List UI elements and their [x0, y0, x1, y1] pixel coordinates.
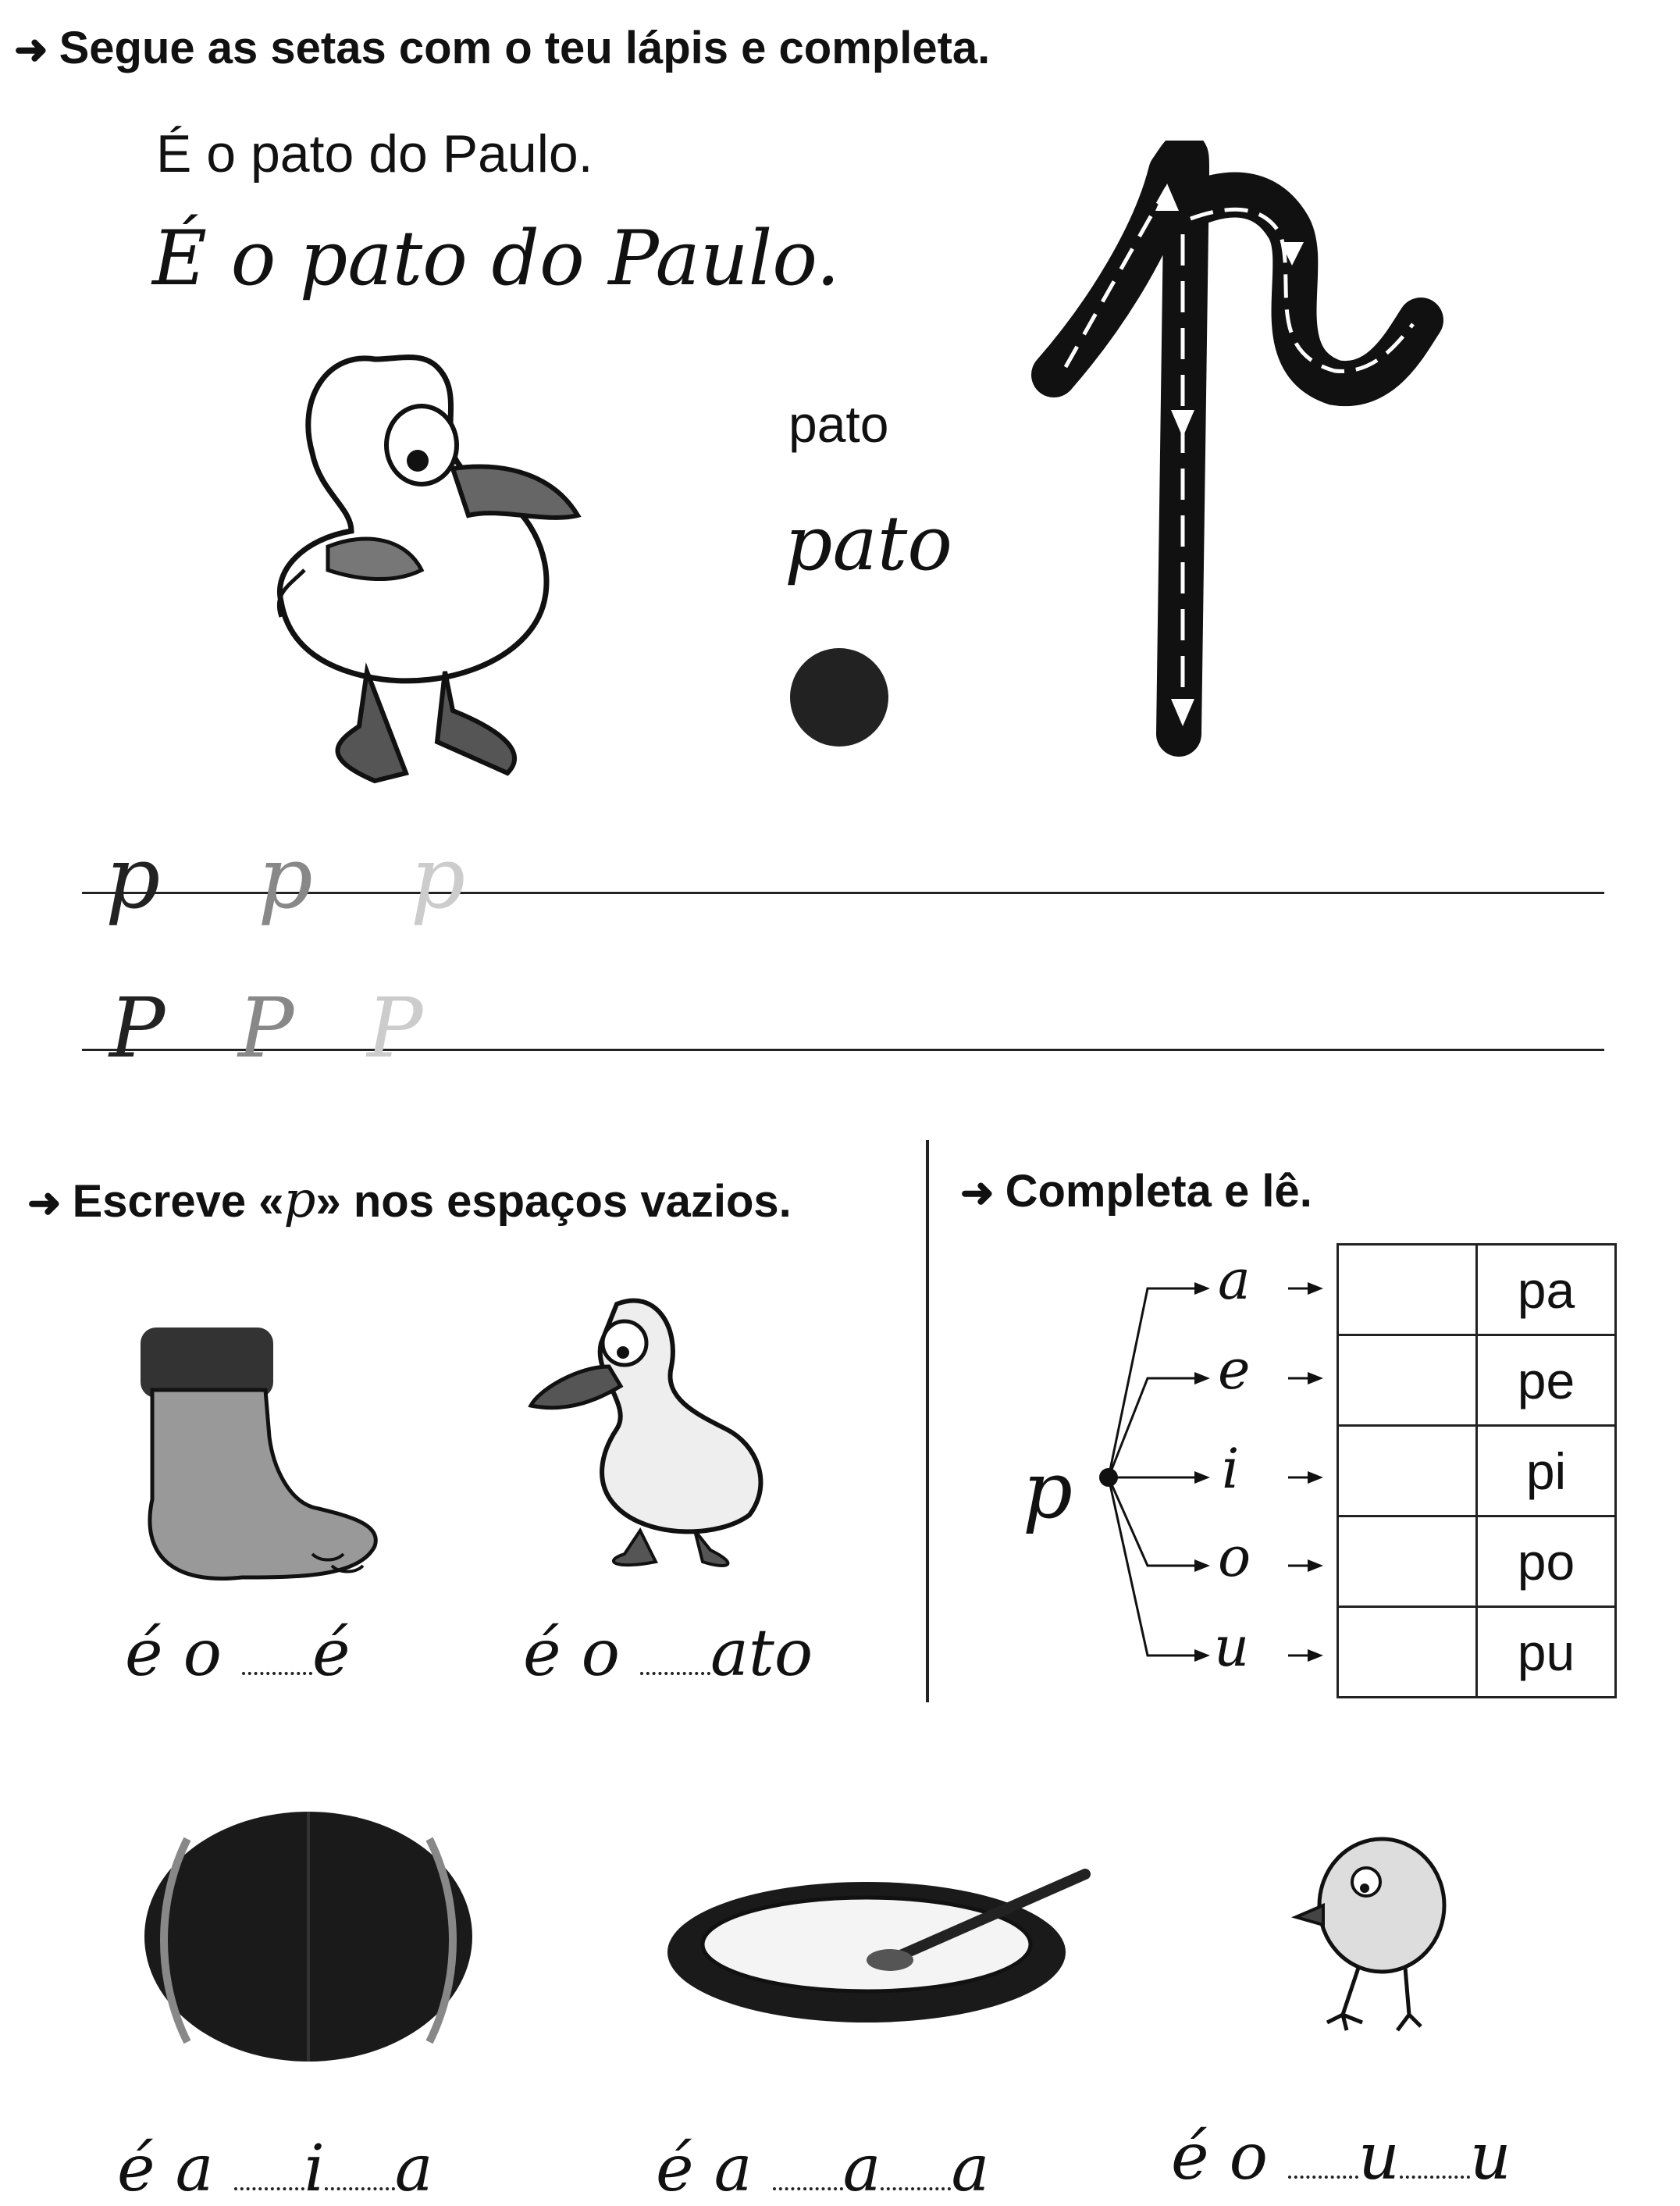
blank-space[interactable] [640, 1633, 710, 1675]
duckling-phrase: é o ato [523, 1616, 813, 1691]
blank-space[interactable] [1400, 2137, 1470, 2179]
bowl-phrase: é a a a [656, 2132, 990, 2206]
dot-marker [790, 648, 888, 747]
vowel-o: o [1218, 1525, 1251, 1589]
answer-cell[interactable] [1338, 1516, 1477, 1607]
word-pato-print: pato [788, 395, 889, 453]
table-row [1338, 1426, 1616, 1516]
bowl-illustration [656, 1866, 1101, 2046]
sentence-cursive: É o pato do Paulo. [152, 215, 840, 302]
table-row [1338, 1335, 1616, 1426]
blank-space[interactable] [242, 1633, 312, 1675]
blank-space[interactable] [881, 2148, 951, 2190]
syllable-cell: pe [1477, 1335, 1616, 1426]
table-row [1338, 1516, 1616, 1607]
trace-upper-p: P P P [109, 980, 423, 1076]
syllable-cell: pi [1477, 1426, 1616, 1516]
table-row [1338, 1607, 1616, 1698]
chick-illustration [1288, 1827, 1468, 2054]
syllable-table [1337, 1243, 1617, 1698]
instruction-complete-read: ➜ Completa e lê. [960, 1166, 1312, 1217]
answer-cell[interactable] [1338, 1607, 1477, 1698]
answer-cell[interactable] [1338, 1335, 1477, 1426]
blank-space[interactable] [1288, 2137, 1358, 2179]
foot-phrase: é o é [125, 1616, 351, 1691]
arrow-right-icon: ➜ [14, 27, 48, 73]
syllable-cell: pa [1477, 1245, 1616, 1335]
barrel-illustration [141, 1808, 476, 2065]
blank-space[interactable] [234, 2148, 304, 2190]
vowel-i: i [1222, 1437, 1240, 1501]
answer-cell[interactable] [1338, 1245, 1477, 1335]
barrel-phrase: é a i a [117, 2132, 433, 2206]
duckling-illustration [523, 1281, 804, 1577]
instruction-write-p: ➜ Escreve «p» nos espaços vazios. [27, 1171, 792, 1229]
answer-cell[interactable] [1338, 1426, 1477, 1516]
duck-illustration [258, 336, 695, 820]
branch-arrows [1093, 1273, 1327, 1663]
word-pato-cursive: pato [785, 500, 953, 587]
blank-space[interactable] [773, 2148, 843, 2190]
chick-phrase: é o u u [1171, 2120, 1511, 2194]
arrow-right-icon: ➜ [960, 1171, 995, 1216]
arrow-right-icon: ➜ [27, 1181, 62, 1226]
root-letter: p [1023, 1445, 1073, 1536]
big-letter-p-tracing [1030, 141, 1468, 765]
foot-illustration [125, 1320, 390, 1609]
syllable-cell: po [1477, 1516, 1616, 1607]
sentence-print: É o pato do Paulo. [156, 124, 593, 184]
vowel-u: u [1214, 1615, 1250, 1679]
table-row [1338, 1245, 1616, 1335]
syllable-cell: pu [1477, 1607, 1616, 1698]
instruction-follow-arrows: ➜ Segue as setas com o teu lápis e completa. [14, 23, 991, 73]
vowel-e: e [1218, 1338, 1251, 1402]
trace-lower-p: p p p [105, 828, 466, 928]
blank-space[interactable] [325, 2148, 395, 2190]
column-divider [926, 1140, 929, 1702]
vowel-a: a [1218, 1248, 1251, 1312]
